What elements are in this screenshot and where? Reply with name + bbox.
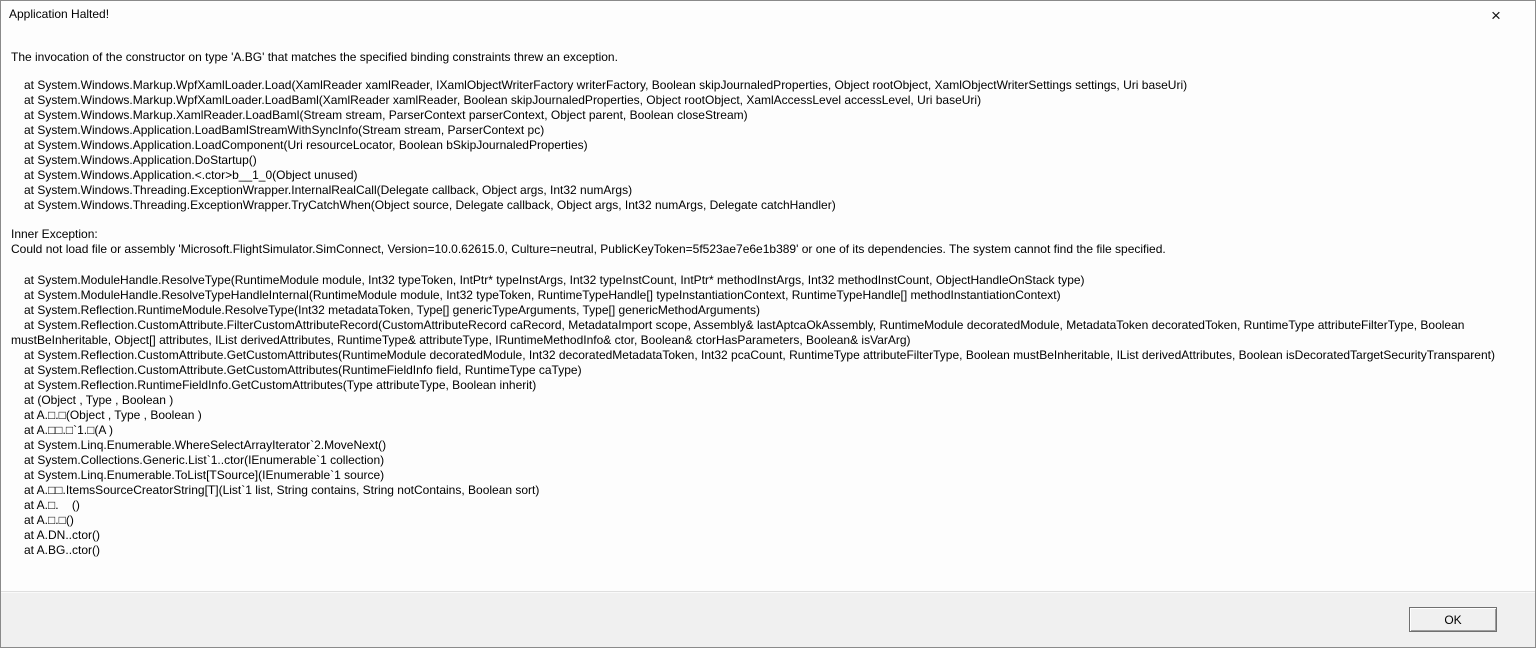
stack-trace-line: at A.□□.ItemsSourceCreatorString[T](List`1 list, String contains, String notContains, Boolean sort) (24, 483, 540, 497)
stack-trace-line: at System.Windows.Application.LoadComponent(Uri resourceLocator, Boolean bSkipJournaledProperties) (24, 138, 588, 152)
stack-trace-line: at System.Windows.Threading.ExceptionWrapper.InternalRealCall(Delegate callback, Object args, Int32 numArgs) (24, 183, 633, 197)
dialog-body (1, 29, 1535, 591)
stack-trace-line: at System.ModuleHandle.ResolveType(RuntimeModule module, Int32 typeToken, IntPtr* typeInstArgs, Int32 typeInstCount, IntPtr* methodInstArgs, Int32 methodInstCount, ObjectHandleOnStack type) (24, 273, 1085, 287)
stack-trace-line: at System.Reflection.RuntimeModule.ResolveType(Int32 metadataToken, Type[] genericTypeArguments, Type[] genericMethodArguments) (24, 303, 760, 317)
stack-trace-line: at System.Windows.Threading.ExceptionWrapper.TryCatchWhen(Object source, Delegate callback, Object args, Int32 numArgs, Delegate catchHandler) (24, 198, 836, 212)
ok-button[interactable]: OK (1409, 607, 1497, 632)
inner-exception-label: Inner Exception: (11, 227, 98, 241)
stack-trace-line: at (Object , Type , Boolean ) (24, 393, 174, 407)
stack-trace-line: at A.□.□() (24, 513, 74, 527)
titlebar (1, 1, 1535, 29)
stack-trace-line: at System.Linq.Enumerable.WhereSelectArrayIterator`2.MoveNext() (24, 438, 387, 452)
stack-trace-line: at System.Windows.Markup.XamlReader.LoadBaml(Stream stream, ParserContext parserContext, Object parent, Boolean closeStream) (24, 108, 748, 122)
window-title: Application Halted! (9, 7, 110, 21)
stack-trace-line: at A.□.□(Object , Type , Boolean ) (24, 408, 202, 422)
stack-trace-line: at A.BG..ctor() (24, 543, 101, 557)
stack-trace-line: at System.Reflection.RuntimeFieldInfo.GetCustomAttributes(Type attributeType, Boolean inherit) (24, 378, 537, 392)
stack-trace-line: at A.□□.□`1.□(A ) (24, 423, 114, 437)
stack-trace-line: at System.Collections.Generic.List`1..ctor(IEnumerable`1 collection) (24, 453, 385, 467)
stack-trace-line: at A.□. () (24, 498, 80, 512)
stack-trace-line: at System.Linq.Enumerable.ToList[TSource](IEnumerable`1 source) (24, 468, 385, 482)
stack-trace-line: at System.Windows.Application.<.ctor>b__1_0(Object unused) (24, 168, 358, 182)
stack-trace-line: at A.DN..ctor() (24, 528, 101, 542)
stack-trace-line: at System.Windows.Markup.WpfXamlLoader.Load(XamlReader xamlReader, IXamlObjectWriterFactory writerFactory, Boolean skipJournaledProperties, Object rootObject, XamlObjectWriterSettings settings, Uri baseUri) (24, 78, 1188, 92)
exception-summary-text: The invocation of the constructor on type 'A.BG' that matches the specified binding constraints threw an exception. (11, 50, 618, 64)
stack-trace-line: at System.Windows.Application.DoStartup() (24, 153, 257, 167)
stack-trace-inner (11, 273, 1525, 558)
stack-trace-line: at System.Reflection.CustomAttribute.FilterCustomAttributeRecord(CustomAttributeRecord caRecord, MetadataImport scope, Assembly& lastAptcaOkAssembly, RuntimeModule decoratedModule, MetadataToken decoratedToken, RuntimeType attributeFilterType, Boolean mustBeInheritable, Object[] attributes, IList derivedAttributes, RuntimeType& attributeType, IRuntimeMethodInfo& ctor, Boolean& ctorHasParameters, Boolean& isVarArg) (11, 318, 1468, 347)
stack-trace-outer (11, 78, 1525, 213)
stack-trace-line: at System.Reflection.CustomAttribute.GetCustomAttributes(RuntimeModule decoratedModule, Int32 decoratedMetadataToken, Int32 pcaCount, RuntimeType attributeFilterType, Boolean mustBeInheritable, IList derivedAttributes, Boolean isDecoratedTargetSecurityTransparent) (24, 348, 1495, 362)
close-icon[interactable]: × (1491, 5, 1501, 25)
stack-trace-line: at System.Windows.Markup.WpfXamlLoader.LoadBaml(XamlReader xamlReader, Boolean skipJournaledProperties, Object rootObject, XamlAccessLevel accessLevel, Uri baseUri) (24, 93, 982, 107)
inner-exception-message: Could not load file or assembly 'Microsoft.FlightSimulator.SimConnect, Version=10.0.62615.0, Culture=neutral, PublicKeyToken=5f523ae7e6e1b389' or one of its dependencies. The system cannot find the file specified. (11, 242, 1166, 256)
dialog-footer (1, 591, 1535, 647)
stack-trace-line: at System.Windows.Application.LoadBamlStreamWithSyncInfo(Stream stream, ParserContext pc) (24, 123, 545, 137)
stack-trace-line: at System.ModuleHandle.ResolveTypeHandleInternal(RuntimeModule module, Int32 typeToken, RuntimeTypeHandle[] typeInstantiationContext, RuntimeTypeHandle[] methodInstantiationContext) (24, 288, 1061, 302)
stack-trace-line: at System.Reflection.CustomAttribute.GetCustomAttributes(RuntimeFieldInfo field, RuntimeType caType) (24, 363, 582, 377)
